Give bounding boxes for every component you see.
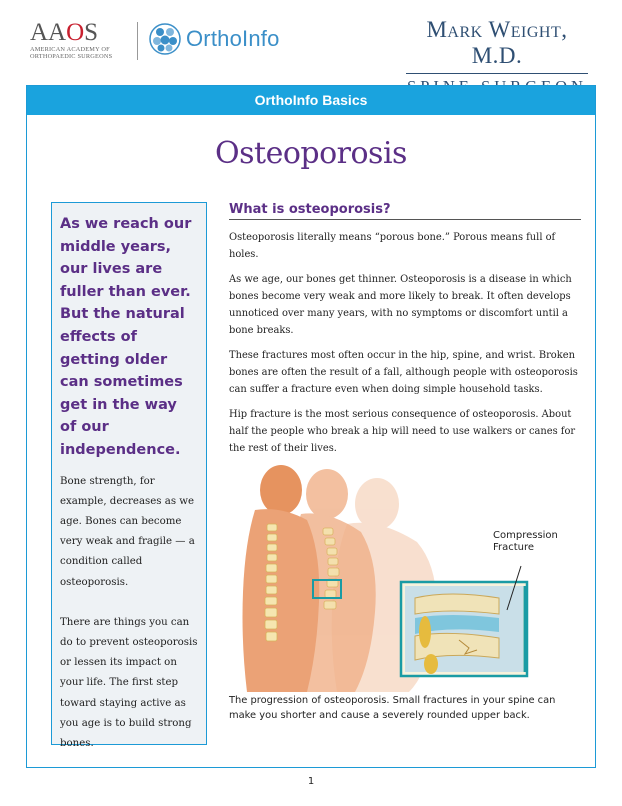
figure-caption: The progression of osteoporosis. Small fractures in your spine can make you shorter and cause a severely rounded upper back. bbox=[229, 695, 556, 721]
paragraph: Hip fracture is the most serious consequence of osteoporosis. About half the people who break a hip will need to use walkers or canes for the rest of their lives. bbox=[229, 408, 576, 454]
section-heading: What is osteoporosis? bbox=[229, 202, 581, 220]
figure-callout bbox=[493, 530, 558, 554]
aaos-logo-mark: AAOS bbox=[30, 19, 99, 46]
compression-fracture-inset bbox=[401, 582, 527, 676]
callout-line-1: Compression bbox=[493, 530, 558, 541]
paragraph: These fractures most often occur in the hip, spine, and wrist. Broken bones are often the result of a fall, although people with osteoporosis can suffer a fracture even when doing simple household tasks. bbox=[229, 349, 578, 395]
aaos-logo-subline-1: AMERICAN ACADEMY OF bbox=[30, 46, 110, 53]
callout-line-2: Fracture bbox=[493, 542, 535, 553]
paragraph: Osteoporosis literally means “porous bone.” Porous means full of holes. bbox=[229, 232, 556, 260]
paragraph: As we age, our bones get thinner. Osteoporosis is a disease in which bones become very weak and more likely to break. It often develops unnoticed over many years, with no symptoms or discomfort until a bone breaks. bbox=[229, 274, 572, 336]
main-column bbox=[229, 202, 581, 466]
banner: OrthoInfo Basics bbox=[27, 86, 595, 115]
content-frame bbox=[26, 85, 596, 768]
page-number: 1 bbox=[307, 776, 315, 787]
sidebar-paragraph-1: Bone strength, for example, decreases as we age. Bones can become very weak and fragile — a condition called osteoporosis. bbox=[60, 475, 195, 588]
page-title: Osteoporosis bbox=[215, 136, 407, 171]
surgeon-divider bbox=[406, 73, 588, 74]
surgeon-name: Mark Weight, M.D. bbox=[426, 17, 568, 68]
orthoinfo-logo bbox=[148, 22, 280, 56]
orthoinfo-globe-icon bbox=[148, 22, 182, 56]
aaos-logo-subline-2: ORTHOPAEDIC SURGEONS bbox=[30, 53, 113, 60]
orthoinfo-logo-text: OrthoInfo bbox=[186, 26, 280, 51]
sidebar-box bbox=[51, 202, 207, 749]
osteoporosis-progression-illustration bbox=[229, 462, 581, 692]
aaos-logo bbox=[30, 20, 120, 60]
pull-quote: As we reach our middle years, our lives are fuller than ever. But the natural effects of getting older can sometimes get in the way of our independence. bbox=[60, 216, 192, 458]
sidebar-paragraph-2: There are things you can do to prevent osteoporosis or lessen its impact on your life. The first step toward staying active as you age is to build strong bones. bbox=[60, 616, 198, 749]
logo-divider bbox=[137, 22, 138, 60]
